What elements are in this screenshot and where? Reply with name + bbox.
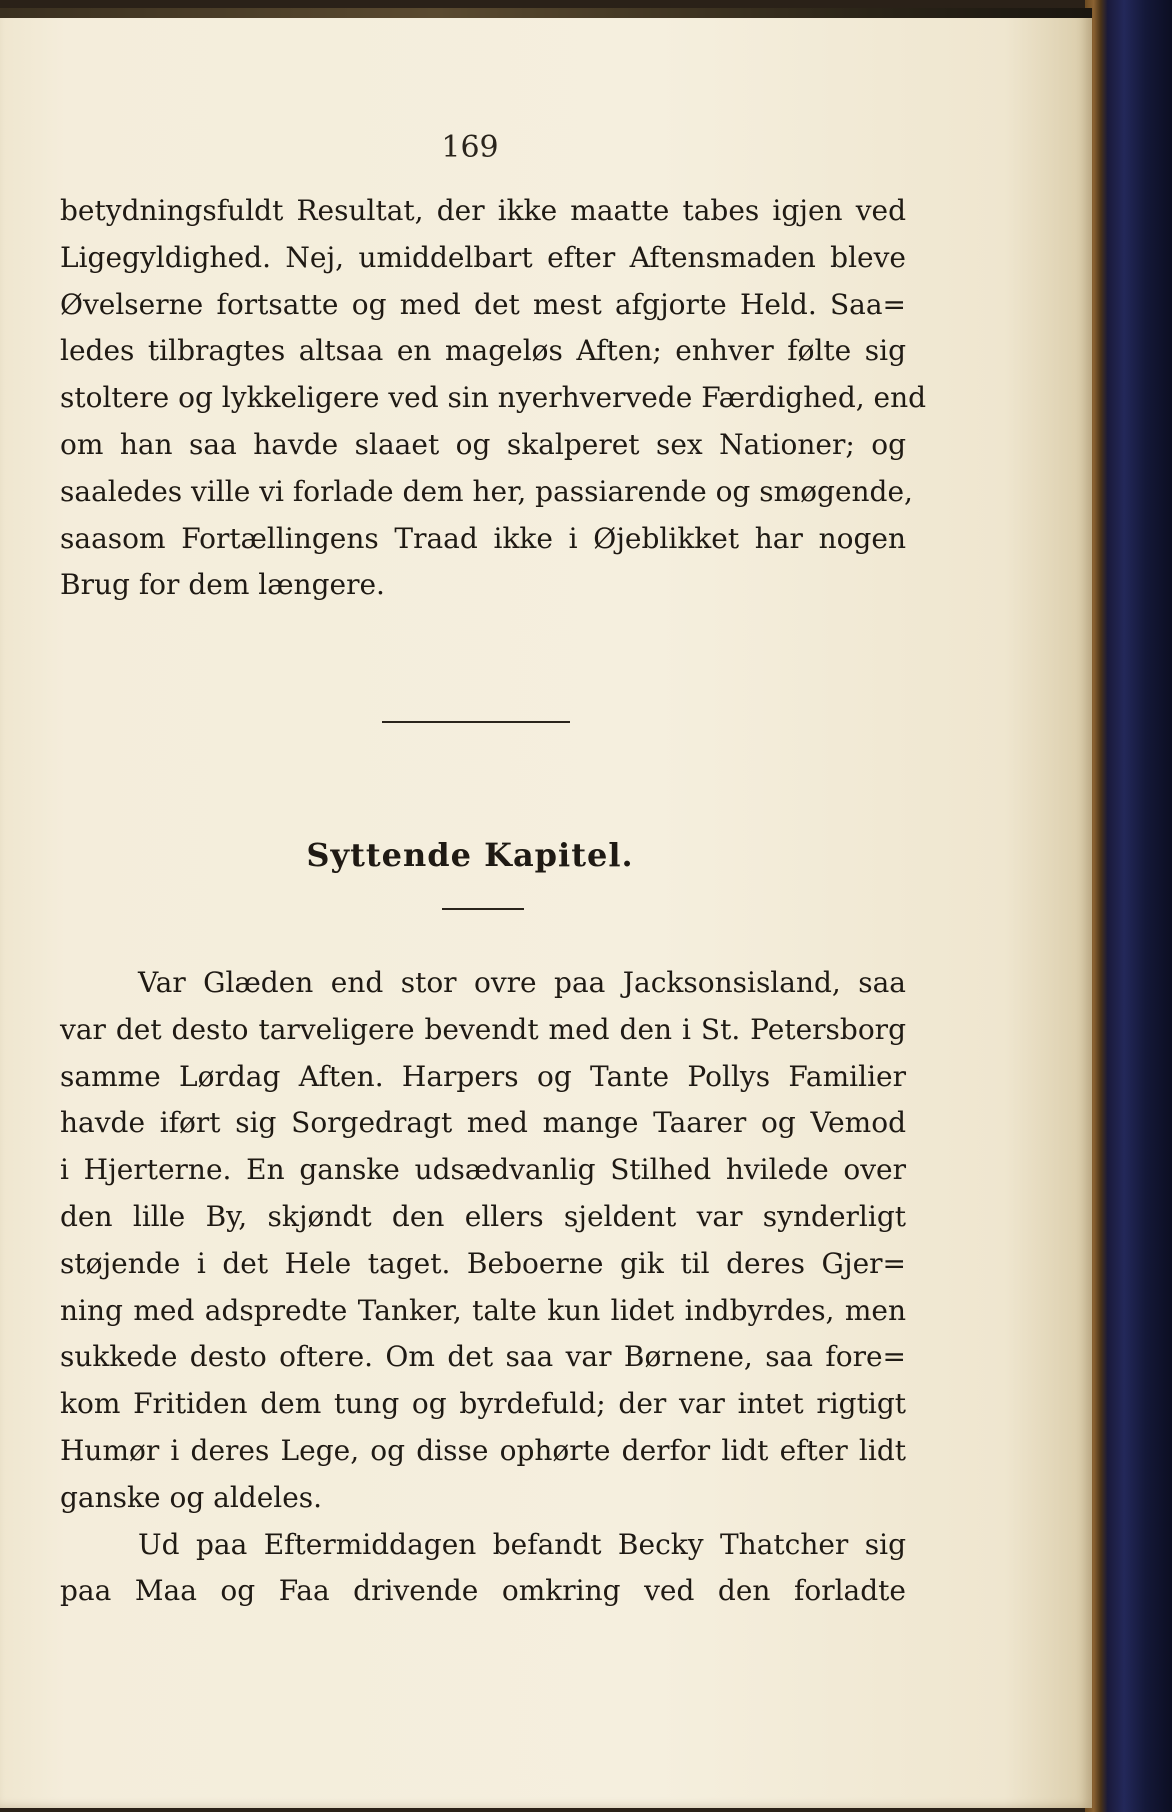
- text-line: Ligegyldighed. Nej, umiddelbart efter Aftensmaden bleve: [60, 240, 906, 274]
- text-line: Humør i deres Lege, og disse ophørte derfor lidt efter lidt: [60, 1433, 906, 1467]
- text-line: Ud paa Eftermiddagen befandt Becky Thatcher sig: [138, 1527, 906, 1561]
- text-line: paa Maa og Faa drivende omkring ved den forladte: [60, 1574, 906, 1608]
- text-line: Brug for dem længere.: [60, 568, 385, 602]
- text-line: stoltere og lykkeligere ved sin nyerhvervede Færdighed, end: [60, 381, 927, 415]
- text-line: ledes tilbragtes altsaa en mageløs Aften; enhver følte sig: [60, 334, 906, 368]
- section-divider: [382, 721, 570, 723]
- text-line: støjende i det Hele taget. Beboerne gik til deres Gjer=: [60, 1246, 906, 1280]
- text-line: kom Fritiden dem tung og byrdefuld; der var intet rigtigt: [60, 1387, 906, 1421]
- text-line: Var Glæden end stor ovre paa Jacksonsisland, saa: [138, 966, 906, 999]
- text-section-1: [60, 188, 927, 609]
- page-top-edge: [0, 8, 1092, 18]
- text-line: saasom Fortællingens Traad ikke i Øjeblikket har nogen: [60, 521, 906, 555]
- chapter-underline: [442, 908, 524, 910]
- text-line: Øvelserne fortsatte og med det mest afgjorte Held. Saa=: [60, 287, 906, 321]
- text-section-2: [60, 960, 906, 1615]
- chapter-title: Syttende Kapitel.: [306, 836, 634, 874]
- text-line: betydningsfuldt Resultat, der ikke maatte tabes igjen ved: [60, 194, 906, 227]
- text-line: var det desto tarveligere bevendt med den i St. Petersborg: [60, 1012, 906, 1046]
- text-line: ganske og aldeles.: [60, 1480, 323, 1514]
- book-page: [0, 8, 1092, 1808]
- text-line: havde iført sig Sorgedragt med mange Taarer og Vemod: [60, 1106, 906, 1140]
- book-binding: [1085, 0, 1172, 1812]
- text-line: samme Lørdag Aften. Harpers og Tante Pollys Familier: [60, 1059, 906, 1093]
- text-line: sukkede desto oftere. Om det saa var Børnene, saa fore=: [60, 1340, 906, 1374]
- text-line: om han saa havde slaaet og skalperet sex Nationer; og: [60, 427, 906, 461]
- text-line: i Hjerterne. En ganske udsædvanlig Stilhed hvilede over: [60, 1153, 906, 1187]
- text-line: saaledes ville vi forlade dem her, passiarende og smøgende,: [60, 474, 913, 508]
- text-line: den lille By, skjøndt den ellers sjeldent var synderligt: [60, 1199, 906, 1233]
- text-line: ning med adspredte Tanker, talte kun lidet indbyrdes, men: [60, 1293, 906, 1327]
- page-number: 169: [441, 130, 499, 165]
